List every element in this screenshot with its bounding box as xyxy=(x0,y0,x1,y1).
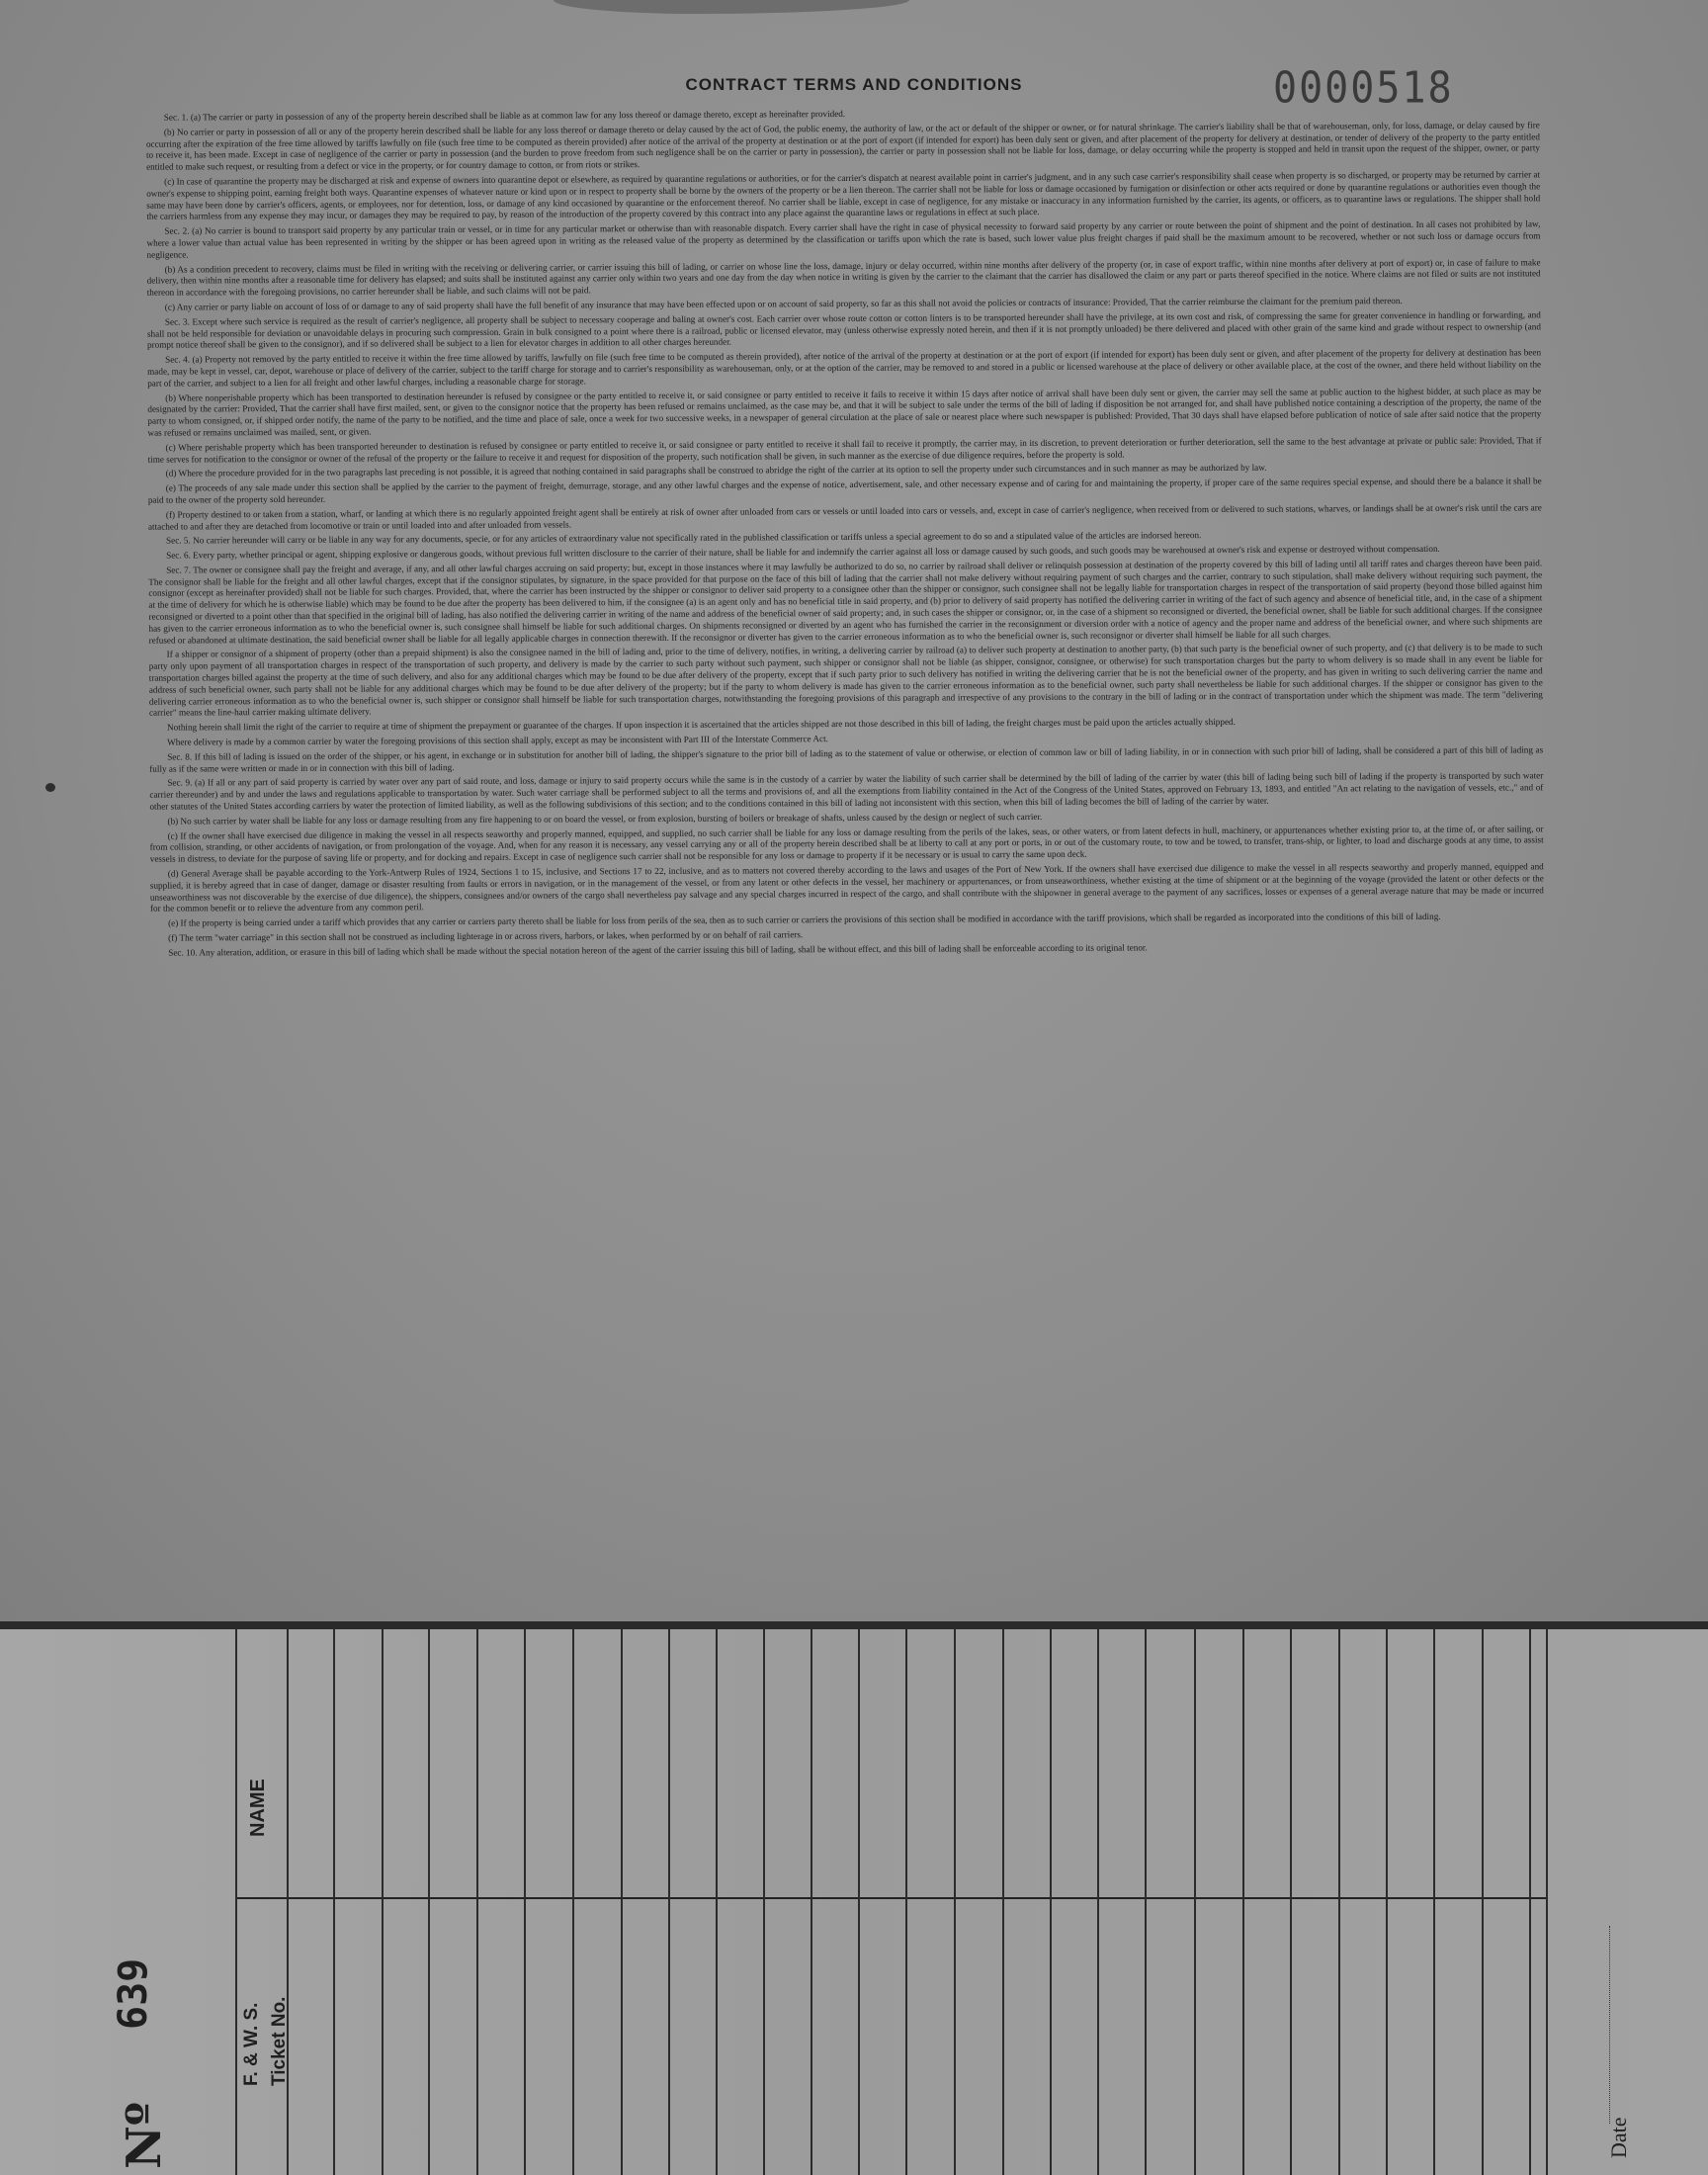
ticket-stub xyxy=(0,1629,1708,2175)
column-rule xyxy=(811,1629,812,2175)
terms-paragraph: (c) If the owner shall have exercised due diligence in making the vessel in all respects seaworthy and properly manned, equipped, and supplied, no such carrier shall be liable for any loss or damage resulting from the perils of the lakes, seas, or other waters, or from latent defects in hull, machinery, or appurtenances whether existing prior to, at the time of, or after sailing, or from collision, stranding, or other accidents of navigation, or from prolongation of the voyage. And, when for any reason it is necessary, any vessel carrying any or all of the property herein described shall be at liberty to call at any port or ports, in or out of the customary route, to tow and be towed, to transfer, trans-ship, or lighter, to load and discharge goods at any time, to assist vessels in distress, to deviate for the purpose of saving life or property, and for docking and repairs. Except in case of negligence such carrier shall not be responsible for any loss or damage to property if it be necessary or is usual to carry the same upon deck. xyxy=(149,823,1544,864)
terms-paragraph: (b) No such carrier by water shall be liable for any loss or damage resulting from any fire happening to or on board the vessel, or from explosion, bursting of boilers or breakage of shafts, unless caused by the design or neglect of such carrier. xyxy=(167,811,1043,826)
column-rule xyxy=(428,1629,430,2175)
column-rule xyxy=(1050,1629,1052,2175)
terms-paragraph: (e) The proceeds of any sale made under this section shall be applied by the carrier to the payment of freight, demurrage, storage, and any other lawful charges and the expense of notice, advertisement, sale, and other necessary expense and of caring for and maintaining the property, if proper care of the same requires special expense, and should there be a balance it shall be paid to the owner of the property sold hereunder. xyxy=(147,476,1542,505)
ticket-no-symbol: Nº xyxy=(117,2102,172,2169)
terms-paragraph: Sec. 6. Every party, whether principal or agent, shipping explosive or dangerous goods, without previous full written disclosure to the carrier of their nature, shall be liable for and indemnify the carrier against all loss or damage caused by such goods, and such goods may be warehoused at owner's risk and expense or destroyed without compensation. xyxy=(166,543,1440,561)
column-rule xyxy=(1482,1629,1484,2175)
terms-paragraph: Sec. 8. If this bill of lading is issued on the order of the shipper, or his agent, in exchange or in substitution for another bill of lading, the shipper's signature to the prior bill of lading as to the statement of value or otherwise, or election of common law or bill of lading liability, in or in connection with such prior bill of lading, shall be considered a part of this bill of lading as fully as if the same were written or made in or in connection with this bill of lading. xyxy=(149,744,1544,774)
terms-paragraph: Sec. 7. The owner or consignee shall pay the freight and average, if any, and all other lawful charges accruing on said property; but, except in those instances where it may lawfully be authorized to do so, no carrier by railroad shall deliver or relinquish possession at destination of the property covered by this bill of lading until all tariff rates and charges thereon have been paid. The consignor shall be liable for the freight and all other lawful charges, except that if the consignor stipulates, by signature, in the space provided for that purpose on the face of this bill of lading that the carrier shall not make delivery without requiring payment of such charges and the carrier, contrary to such stipulation, shall make delivery without requiring such payment, the consignor (except as hereinafter provided) shall not be liable for such charges. Provided, that, where the carrier has been instructed by the shipper or consignor to deliver said property to a consignee other than the shipper or consignor, such consignee shall not be legally liable for transportation charges in respect of the transportation of said property (beyond those billed against him at the time of delivery for which he is otherwise liable) which may be found to be due after the property has been delivered to him, if the consignee (a) is an agent only and has no beneficial title in said property, and (b) prior to delivery of said property has notified the delivering carrier in writing of the fact of such agency and absence of beneficial title, and, in the case of a shipment reconsigned or diverted to a point other than that specified in the original bill of lading, has also notified the delivering carrier in writing of the name and address of the beneficial owner of said property; and, in such cases the shipper or consignor, or, in the case of a shipment so reconsigned or diverted, the beneficial owner, shall be liable for such additional charges. If the consignee has given to the carrier erroneous information as to who the beneficial owner is, such consignee shall himself be liable for such additional charges. On shipments reconsigned or diverted by an agent who has furnished the carrier in the reconsignment or diversion order with a notice of agency and the proper name and address of the beneficial owner, and where such shipments are refused or abandoned at ultimate destination, the said beneficial owner shall be liable for all legally applicable charges in connection therewith. If the reconsignor or diverter has given to the carrier erroneous information as to who the beneficial owner is, such reconsignor or diverter shall himself be liable for all such charges. xyxy=(148,558,1543,646)
column-rule xyxy=(763,1629,765,2175)
column-rule xyxy=(524,1629,526,2175)
column-rule xyxy=(621,1629,623,2175)
name-column-header: NAME xyxy=(247,1779,269,1837)
terms-paragraph: Sec. 10. Any alteration, addition, or erasure in this bill of lading which shall be made without the special notation hereon of the agent of the carrier issuing this bill of lading, shall be without effect, and this bill of lading shall be enforceable according to its original tenor. xyxy=(168,942,1148,958)
column-rule xyxy=(1386,1629,1388,2175)
column-rule xyxy=(1338,1629,1340,2175)
terms-paragraph: (b) Where nonperishable property which has been transported to destination hereunder is refused by consignee or the party entitled to receive it, or said consignee or party entitled to receive it fails to receive it within 15 days after notice of arrival shall have been duly sent or given, the carrier may sell the same at public auction to the highest bidder, at such place as may be designated by the carrier: Provided, That the carrier shall have first mailed, sent, or given to the consignor notice that the property has been refused or remains unclaimed, as the case may be, and that it will be subject to sale under the terms of the bill of lading if disposition be not arranged for, and shall have published notice containing a description of the property, the name of the party to whom consigned, or, if shipped order notify, the name of the party to be notified, and the time and place of sale, once a week for two successive weeks, in a newspaper of general circulation at the place of sale or nearest place where such newspaper is published: Provided, That 30 days shall have elapsed before publication of notice of sale after said notice that the property was refused or remains unclaimed was mailed, sent, or given. xyxy=(147,385,1542,438)
terms-paragraph: (c) In case of quarantine the property may be discharged at risk and expense of owners into quarantine depot or elsewhere, as required by quarantine regulations or authorities, or for the carrier's dispatch at nearest available point in carrier's judgment, and in any such case carrier's responsibility shall cease when property is so discharged, or property may be returned by carrier at owner's expense to shipping point, earning freight both ways. Quarantine expenses of whatever nature or kind upon or in respect to property shall be borne by the owners of the property or be a lien thereon. The carrier shall not be liable for loss or damage occasioned by fumigation or disinfection or other acts required or done by quarantine regulations or authorities even though the same may have been done by carrier's officers, agents, or employees, nor for detention, loss, or damage of any kind occasioned by quarantine or the enforcement thereof. No carrier shall be liable, except in case of negligence, for any mistake or inaccuracy in any information furnished by the carrier, its agents, or officers, as to quarantine laws or regulations. The shipper shall hold the carriers harmless from any expense they may incur, or damages they may be required to pay, by reason of the introduction of the property covered by this contract into any place against the quarantine laws or regulations in effect at such place. xyxy=(146,169,1541,222)
column-rule xyxy=(1002,1629,1004,2175)
date-signature-line xyxy=(1609,1926,1610,2124)
column-rule xyxy=(858,1629,860,2175)
ticket-number: 639 xyxy=(111,1958,156,2030)
column-rule xyxy=(668,1629,670,2175)
fws-label-line1: F. & W. S. xyxy=(241,2002,262,2086)
column-rule xyxy=(333,1629,335,2175)
fws-label-line2: Ticket No. xyxy=(269,1996,290,2086)
column-rule xyxy=(1433,1629,1435,2175)
terms-paragraph: If a shipper or consignor of a shipment of property (other than a prepaid shipment) is also the consignee named in the bill of lading and, prior to the time of delivery, notifies, in writing, a delivering carrier by railroad (a) to deliver such property at destination to another party, (b) that such party is the beneficial owner of such property, and (c) that delivery is to be made to such party only upon payment of all transportation charges in respect of the transportation of such property, and delivery is made by the carrier to such party without such payment, such shipper or consignor shall not be liable (as shipper, consignor, consignee, or otherwise) for such transportation charges but the party to whom delivery is so made shall in any event be liable for transportation charges billed against the property at the time of such delivery, and also for any additional charges which may be found to be due after delivery of the property, except that if such party prior to such delivery has notified in writing the delivering carrier that he is not the beneficial owner of the property, and has given in writing to such delivering carrier the name and address of such beneficial owner, such party shall not be liable for any additional charges which may be found to be due after delivery of the property; but if the party to whom delivery is made has given to the carrier erroneous information as to the beneficial owner, such party shall nevertheless be liable for such additional charges. If the shipper or consignor has given to the delivering carrier erroneous information as to who the beneficial owner is, such shipper or consignor shall himself be liable for such transportation charges, notwithstanding the foregoing provisions of this paragraph and irrespective of any provisions to the contrary in the bill of lading or in the contract of transportation under which the shipment was made. The term "delivering carrier" means the line-haul carrier making ultimate delivery. xyxy=(148,642,1543,719)
column-rule xyxy=(1145,1629,1147,2175)
column-rule xyxy=(1242,1629,1244,2175)
terms-paragraph: Sec. 3. Except where such service is required as the result of carrier's negligence, all property shall be subject to necessary cooperage and baling at owner's cost. Each carrier over whose route cotton or cotton linters is to be transported hereunder shall have the privilege, at its own cost and risk, of compressing the same for greater convenience in handling or forwarding, and shall not be held responsible for deviation or unavoidable delays in procuring such compression. Grain in bulk consigned to a point where there is a railroad, public or licensed elevator, may (unless otherwise expressly noted herein, and then if it is not promptly unloaded) be there delivered and placed with other grain of the same kind and grade without respect to ownership (and prompt notice thereof shall be given to the consignor), and if so delivered shall be subject to a lien for elevator charges in addition to all other charges hereunder. xyxy=(146,309,1541,351)
terms-paragraph: (f) Property destined to or taken from a station, wharf, or landing at which there is no regularly appointed freight agent shall be entirely at risk of owner after unloaded from cars or vessels or until loaded into cars or vessels, and, except in case of carrier's negligence, when received from or delivered to such stations, wharves, or landings shall be at owner's risk until the cars are attached to and after they are detached from locomotive or train or until loaded into and after unloaded from vessels. xyxy=(147,502,1542,532)
terms-paragraph: (c) Any carrier or party liable on account of loss of or damage to any of said property shall have the full benefit of any insurance that may have been effected upon or on account of said property, so far as this shall not avoid the policies or contracts of insurance: Provided, That the carrier reimburse the claimant for the premium paid thereon. xyxy=(164,295,1403,312)
border-rule xyxy=(1546,1629,1548,2175)
column-rule xyxy=(572,1629,574,2175)
torn-edge xyxy=(554,0,909,14)
terms-paragraph: Sec. 9. (a) If all or any part of said property is carried by water over any part of said route, and loss, damage or injury to said property occurs while the same is in the custody of a carrier by water the liability of such carrier shall be determined by the bill of lading of the carrier by water (this bill of lading being such bill of lading if the property is transported by such water carrier thereunder) and by and under the laws and regulations applicable to transportation by water. Such water carriage shall be performed subject to all the terms and provisions of, and all the exemptions from liability contained in the Act of the Congress of the United States, approved on February 13, 1893, and entitled "An act relating to the navigation of vessels, etc.," and of other statutes of the United States according carriers by water the protection of limited liability, as well as the following subdivisions of this section; and to the conditions contained in this bill of lading not inconsistent with this section, when this bill of lading becomes the bill of lading of the carrier by water. xyxy=(149,770,1544,812)
terms-paragraph: (c) Where perishable property which has been transported hereunder to destination is refused by consignee or party entitled to receive it, or said consignee or party entitled to receive it shall fail to receive it promptly, the carrier may, in its discretion, to prevent deterioration or further deterioration, sell the same to the best advantage at private or public sale: Provided, That if time serves for notification to the consignor or owner of the refusal of the property or the failure to receive it and request for disposition of the property, such notification shall be given, in such manner as the exercise of due diligence requires, before the property is sold. xyxy=(147,435,1542,465)
terms-body xyxy=(146,105,1544,962)
column-rule xyxy=(954,1629,956,2175)
terms-paragraph: (e) If the property is being carried under a tariff which provides that any carrier or carriers party thereto shall be liable for loss from perils of the sea, then as to such carrier or carriers the provisions of this section shall be modified in accordance with the tariff provisions, which shall be regarded as incorporated into the conditions of this bill of lading. xyxy=(168,912,1441,928)
border-rule xyxy=(235,1629,237,2175)
terms-paragraph: Where delivery is made by a common carrier by water the foregoing provisions of this section shall apply, except as may be inconsistent with Part III of the Interstate Commerce Act. xyxy=(167,734,828,747)
terms-title: CONTRACT TERMS AND CONDITIONS xyxy=(685,75,1023,94)
column-rule xyxy=(287,1629,289,2175)
punch-hole xyxy=(45,783,55,792)
column-rule xyxy=(1290,1629,1292,2175)
column-rule xyxy=(905,1629,907,2175)
terms-paragraph: Nothing herein shall limit the right of the carrier to require at time of shipment the prepayment or guarantee of the charges. If upon inspection it is ascertained that the articles shipped are not those described in this bill of lading, the freight charges must be paid upon the articles actually shipped. xyxy=(166,717,1236,733)
terms-paragraph: (b) As a condition precedent to recovery, claims must be filed in writing with the receiving or delivering carrier, or carrier issuing this bill of lading, or carrier on whose line the loss, damage, injury or delay occurred, within nine months after delivery of the property (or, in case of export traffic, within nine months after delivery at port of export) or, in case of failure to make delivery, then within nine months after a reasonable time for delivery has elapsed; and suits shall be instituted against any carrier only within two years and one day from the day when notice in writing is given by the carrier to the claimant that the carrier has disallowed the claim or any part or parts thereof specified in the notice. Where claims are not filed or suits are not instituted thereon in accordance with the foregoing provisions, no carrier hereunder shall be liable, and such claims will not be paid. xyxy=(146,256,1541,298)
terms-paragraph: (d) General Average shall be payable according to the York-Antwerp Rules of 1924, Sections 1 to 15, inclusive, and Sections 17 to 22, inclusive, and as to matters not covered thereby according to the laws and usages of the Port of New York. If the owners shall have exercised due diligence to make the vessel in all respects seaworthy and properly manned, equipped and supplied, it is hereby agreed that in case of danger, damage or disaster resulting from faults or errors in navigation, or in the management of the vessel, or from any latent or other defects in the vessel, her machinery or appurtenances, or from unseaworthiness, whether existing at the time of shipment or at the beginning of the voyage (provided the latent or other defects or the unseaworthiness was not discoverable by the exercise of due diligence), the shippers, consignees and/or owners of the cargo shall nevertheless pay salvage and any special charges incurred in respect of the cargo, and shall contribute with the shipowner in general average to the payment of any sacrifices, losses or expenses of a general average nature that may be made or incurred for the common benefit or to relieve the adventure from any common peril. xyxy=(149,861,1544,914)
column-rule xyxy=(1529,1629,1531,2175)
terms-paragraph: (b) No carrier or party in possession of all or any of the property herein described shall be liable for any loss thereof or damage thereto or delay caused by the act of God, the public enemy, the authority of law, or the act or default of the shipper or owner, or for natural shrinkage. The carrier's liability shall be that of warehouseman, only, for loss, damage, or delay caused by fire occurring after the expiration of the free time allowed by tariffs lawfully on file (such free time to be computed as therein provided) after notice of the arrival of the property at destination or at the port of export (if intended for export) has been duly sent or given, and after placement of the property for delivery at destination, or tender of delivery of the property to the party entitled to receive it, has been made. Except in case of negligence of the carrier or party in possession (and the burden to prove freedom from such negligence shall be on the carrier or party in possession), the carrier or party in possession shall not be liable for loss, damage, or delay occurring while the property is stopped and held in transit upon the request of the shipper, owner, or party entitled to make such request, or resulting from a defect or vice in the property, or for country damage to cotton, or from riots or strikes. xyxy=(145,120,1540,172)
column-rule xyxy=(1097,1629,1099,2175)
name-divider-line xyxy=(235,1897,1546,1899)
serial-number-stamp: 0000518 xyxy=(1273,62,1454,114)
terms-paragraph: Sec. 1. (a) The carrier or party in possession of any of the property herein described shall be liable as at common law for any loss thereof or damage thereto, except as hereinafter provided. xyxy=(163,108,846,123)
terms-paragraph: Sec. 4. (a) Property not removed by the party entitled to receive it within the free time allowed by tariffs, lawfully on file (such free time to be computed as therein provided), after notice of the arrival of the property at destination or at the port of export (if intended for export) has been duly sent or given, and after placement of the property for delivery at destination has been made, may be kept in vessel, car, depot, warehouse or place of delivery of the carrier, subject to the tariff charge for storage and to carrier's responsibility as warehouseman, only, or at the option of the carrier, may be removed to and stored in a public or licensed warehouse at the place of delivery or other available place, at the cost of the owner, and there held without liability on the part of the carrier, and subject to a lien for all freight and other lawful charges, including a reasonable charge for storage. xyxy=(147,347,1542,389)
column-rule xyxy=(1194,1629,1196,2175)
fws-ticket-label xyxy=(238,1997,294,2086)
column-rule xyxy=(382,1629,384,2175)
column-rule xyxy=(716,1629,718,2175)
column-rule xyxy=(476,1629,478,2175)
terms-paragraph: Sec. 2. (a) No carrier is bound to transport said property by any particular train or vessel, or in time for any particular market or otherwise than with reasonable dispatch. Every carrier shall have the right in case of physical necessity to forward said property by any carrier or route between the point of shipment and the point of destination. In all cases not prohibited by law, where a lower value than actual value has been represented in writing by the shipper or has been agreed upon in writing as the released value of the property as determined by the classification or tariffs upon which the rate is based, such lower value plus freight charges if paid shall be the maximum amount to be recovered, whether or not such loss or damage occurs from negligence. xyxy=(146,218,1541,260)
date-label: Date xyxy=(1606,2117,1631,2158)
terms-paragraph: (f) The term "water carriage" in this section shall not be construed as including lighterage in or across rivers, harbors, or lakes, when performed by or on behalf of rail carriers. xyxy=(168,929,804,943)
terms-paragraph: Sec. 5. No carrier hereunder will carry or be liable in any way for any documents, specie, or for any articles of extraordinary value not specifically rated in the published classification or tariffs unless a special agreement to do so and a stipulated value of the articles are indorsed hereon. xyxy=(166,530,1202,546)
terms-paragraph: (d) Where the procedure provided for in the two paragraphs last preceding is not possible, it is agreed that nothing contained in said paragraphs shall be construed to abridge the right of the carrier at its option to sell the property under such circumstances and in such manner as may be authorized by law. xyxy=(165,463,1267,478)
